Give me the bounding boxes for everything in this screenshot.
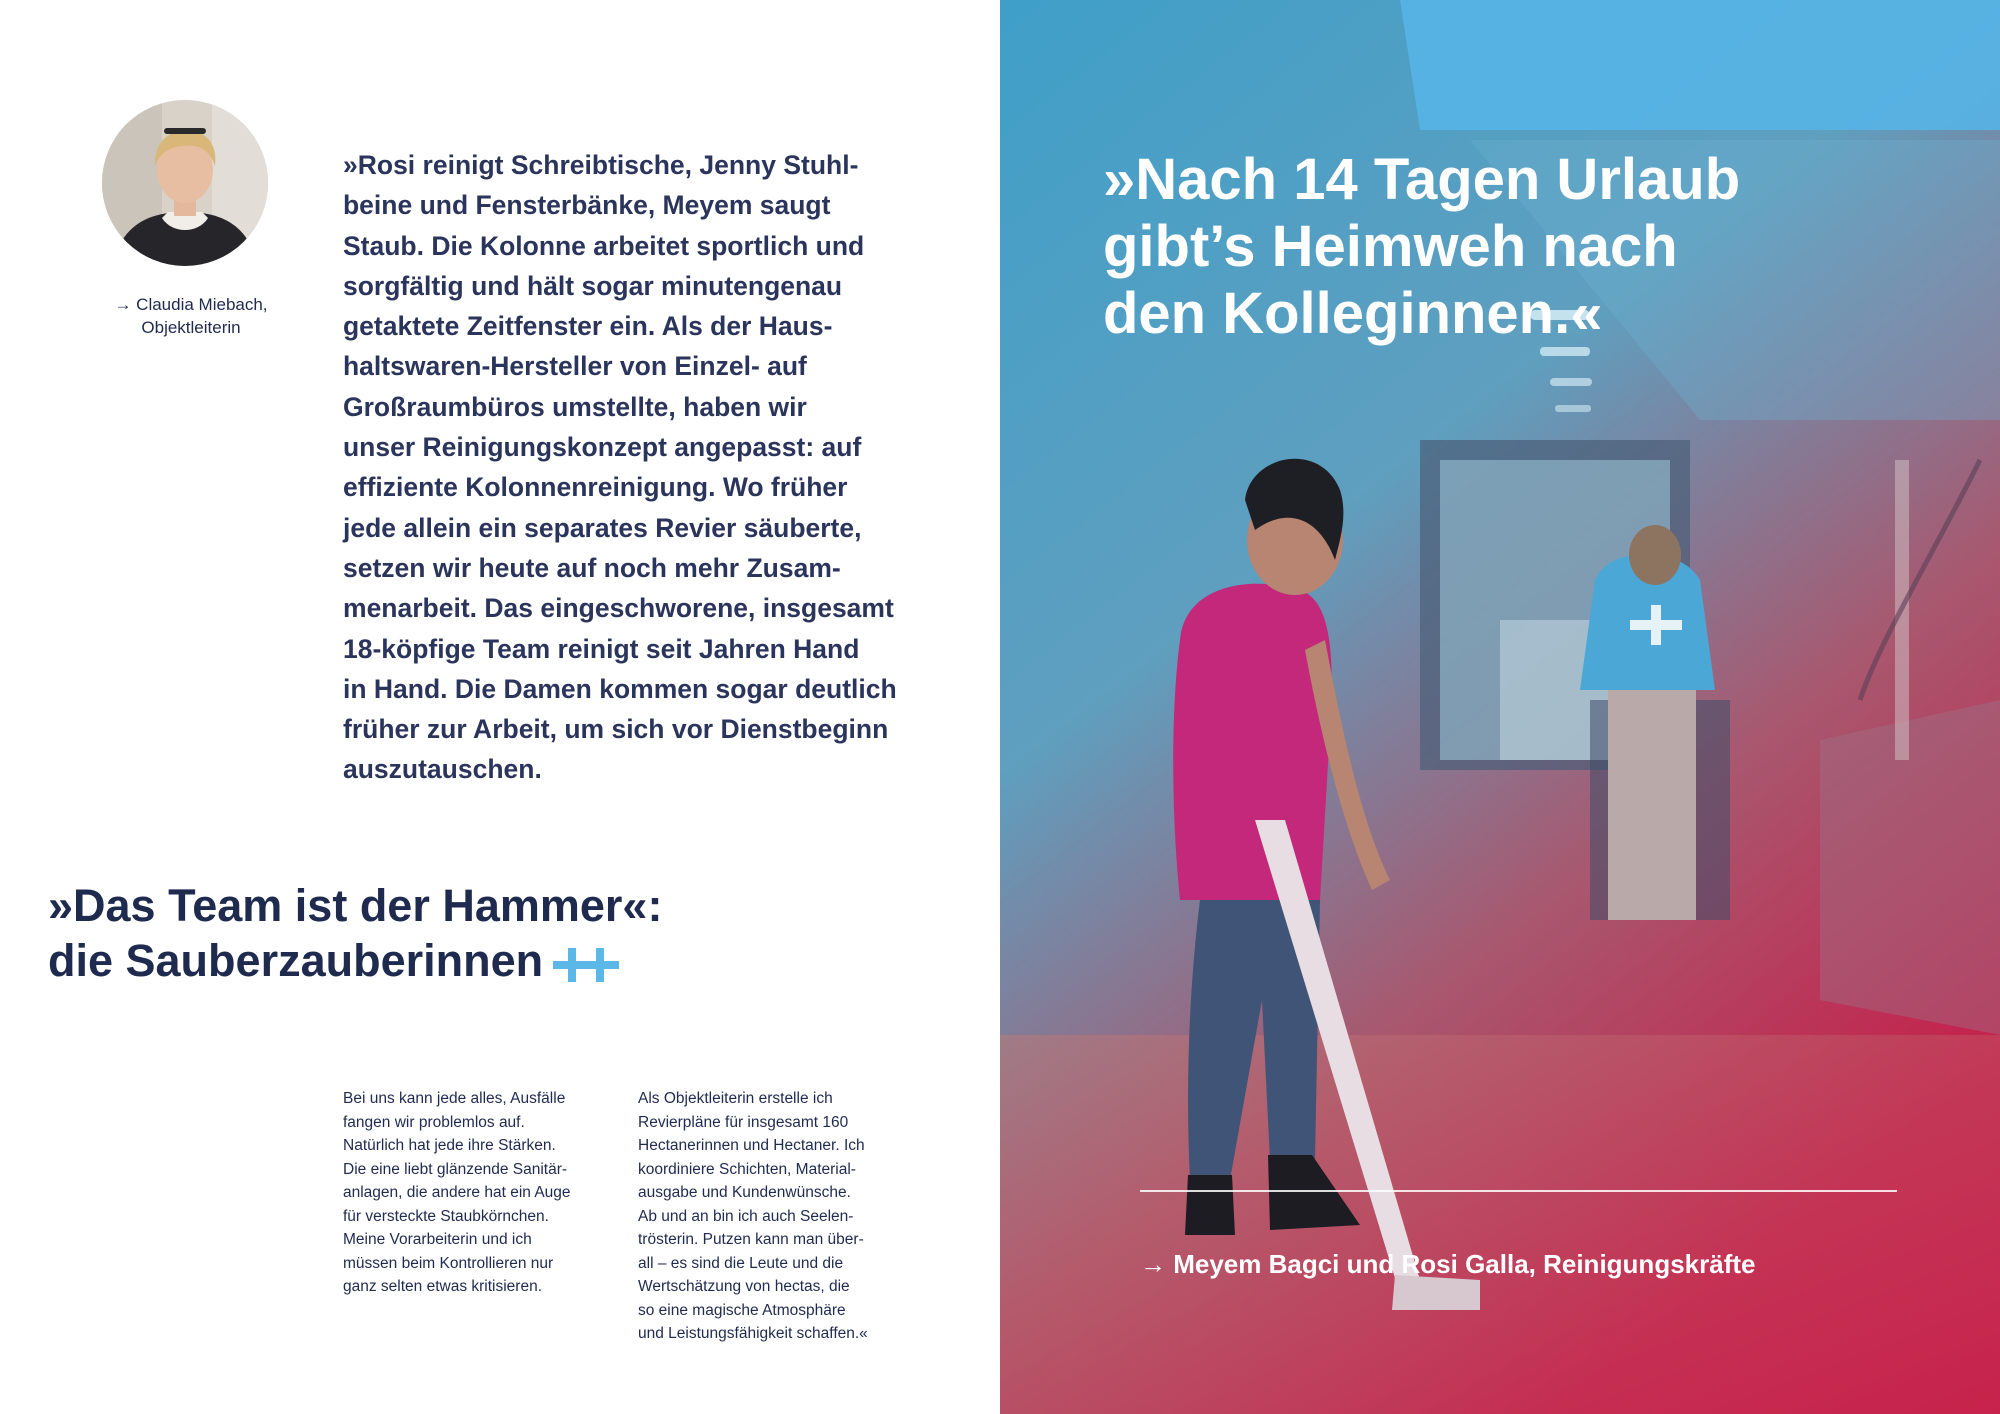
quote-line: Großraumbüros umstellte, haben wir — [343, 391, 807, 422]
quote-line: beine und Fensterbänke, Meyem saugt — [343, 190, 831, 221]
pull-quote-line: den Kolleginnen.« — [1103, 281, 1603, 346]
quote-line: effiziente Kolonnenreinigung. Wo früher — [343, 472, 848, 503]
column-line: für versteckte Staubkörnchen. — [343, 1207, 549, 1225]
quote-line: jede allein ein separates Revier säuberte, — [343, 512, 862, 543]
column-line: anlagen, die andere hat ein Auge — [343, 1184, 571, 1201]
column-line: Hectanerinnen und Hectaner. Ich — [638, 1137, 865, 1154]
column-line: Natürlich hat jede ihre Stärken. — [343, 1137, 556, 1154]
right-page — [1000, 0, 2000, 1414]
column-line: all – es sind die Leute und die — [638, 1254, 844, 1272]
column-line: Ab und an bin ich auch Seelen- — [638, 1207, 854, 1225]
headline-line-2 — [48, 933, 808, 988]
photo-caption: → Meyem Bagci und Rosi Galla, Reinigungskräfte — [1140, 1249, 1756, 1279]
avatar — [102, 100, 268, 266]
caption-role: Objektleiterin — [141, 318, 241, 337]
portrait-photo — [102, 100, 268, 266]
text-column-1 — [343, 1087, 633, 1299]
column-line: so eine magische Atmosphäre — [638, 1301, 846, 1319]
column-line: Bei uns kann jede alles, Ausfälle — [343, 1090, 566, 1107]
column-line: ausgabe und Kundenwünsche. — [638, 1184, 851, 1201]
column-line: und Leistungsfähigkeit schaffen.« — [638, 1325, 868, 1342]
column-line: Revierpläne für insgesamt 160 — [638, 1113, 849, 1131]
pull-quote-line: gibt’s Heimweh nach — [1103, 214, 1678, 279]
quote-line: »Rosi reinigt Schreibtische, Jenny Stuhl- — [343, 150, 859, 180]
text-column-2 — [638, 1087, 928, 1346]
column-line: Wertschätzung von hectas, die — [638, 1278, 850, 1295]
column-line: Meine Vorarbeiterin und ich — [343, 1231, 532, 1248]
main-quote — [343, 145, 923, 790]
section-headline — [48, 878, 808, 988]
column-line: fangen wir problemlos auf. — [343, 1113, 525, 1131]
column-line: ganz selten etwas kritisieren. — [343, 1278, 543, 1295]
quote-line: früher zur Arbeit, um sich vor Dienstbeginn — [343, 714, 889, 745]
column-line: müssen beim Kontrollieren nur — [343, 1254, 554, 1272]
quote-line: getaktete Zeitfenster ein. Als der Haus- — [343, 311, 833, 342]
quote-line: auszutauschen. — [343, 754, 542, 785]
quote-line: sorgfältig und hält sogar minutengenau — [343, 270, 843, 301]
quote-line: Staub. Die Kolonne arbeitet sportlich und — [343, 230, 865, 261]
person-caption — [96, 293, 286, 339]
headline-text: die Sauberzauberinnen — [48, 935, 544, 986]
divider — [1140, 1190, 1897, 1192]
quote-line: haltswaren-Hersteller von Einzel- auf — [343, 351, 807, 382]
quote-line: 18-köpfige Team reinigt seit Jahren Hand — [343, 633, 860, 664]
pull-quote — [1103, 146, 1923, 347]
double-plus-icon — [553, 948, 619, 982]
quote-line: unser Reinigungskonzept angepasst: auf — [343, 432, 862, 463]
column-line: trösterin. Putzen kann man über- — [638, 1231, 864, 1248]
pull-quote-line: »Nach 14 Tagen Urlaub — [1103, 147, 1741, 212]
quote-line: in Hand. Die Damen kommen sogar deutlich — [343, 673, 897, 704]
quote-line: menarbeit. Das eingeschworene, insgesamt — [343, 593, 894, 624]
column-line: Als Objektleiterin erstelle ich — [638, 1090, 833, 1107]
column-line: koordiniere Schichten, Material- — [638, 1160, 856, 1178]
column-line: Die eine liebt glänzende Sanitär- — [343, 1160, 568, 1178]
caption-name: → Claudia Miebach, — [114, 295, 268, 314]
quote-line: setzen wir heute auf noch mehr Zusam- — [343, 552, 841, 583]
headline-line-1: »Das Team ist der Hammer«: — [48, 880, 663, 931]
